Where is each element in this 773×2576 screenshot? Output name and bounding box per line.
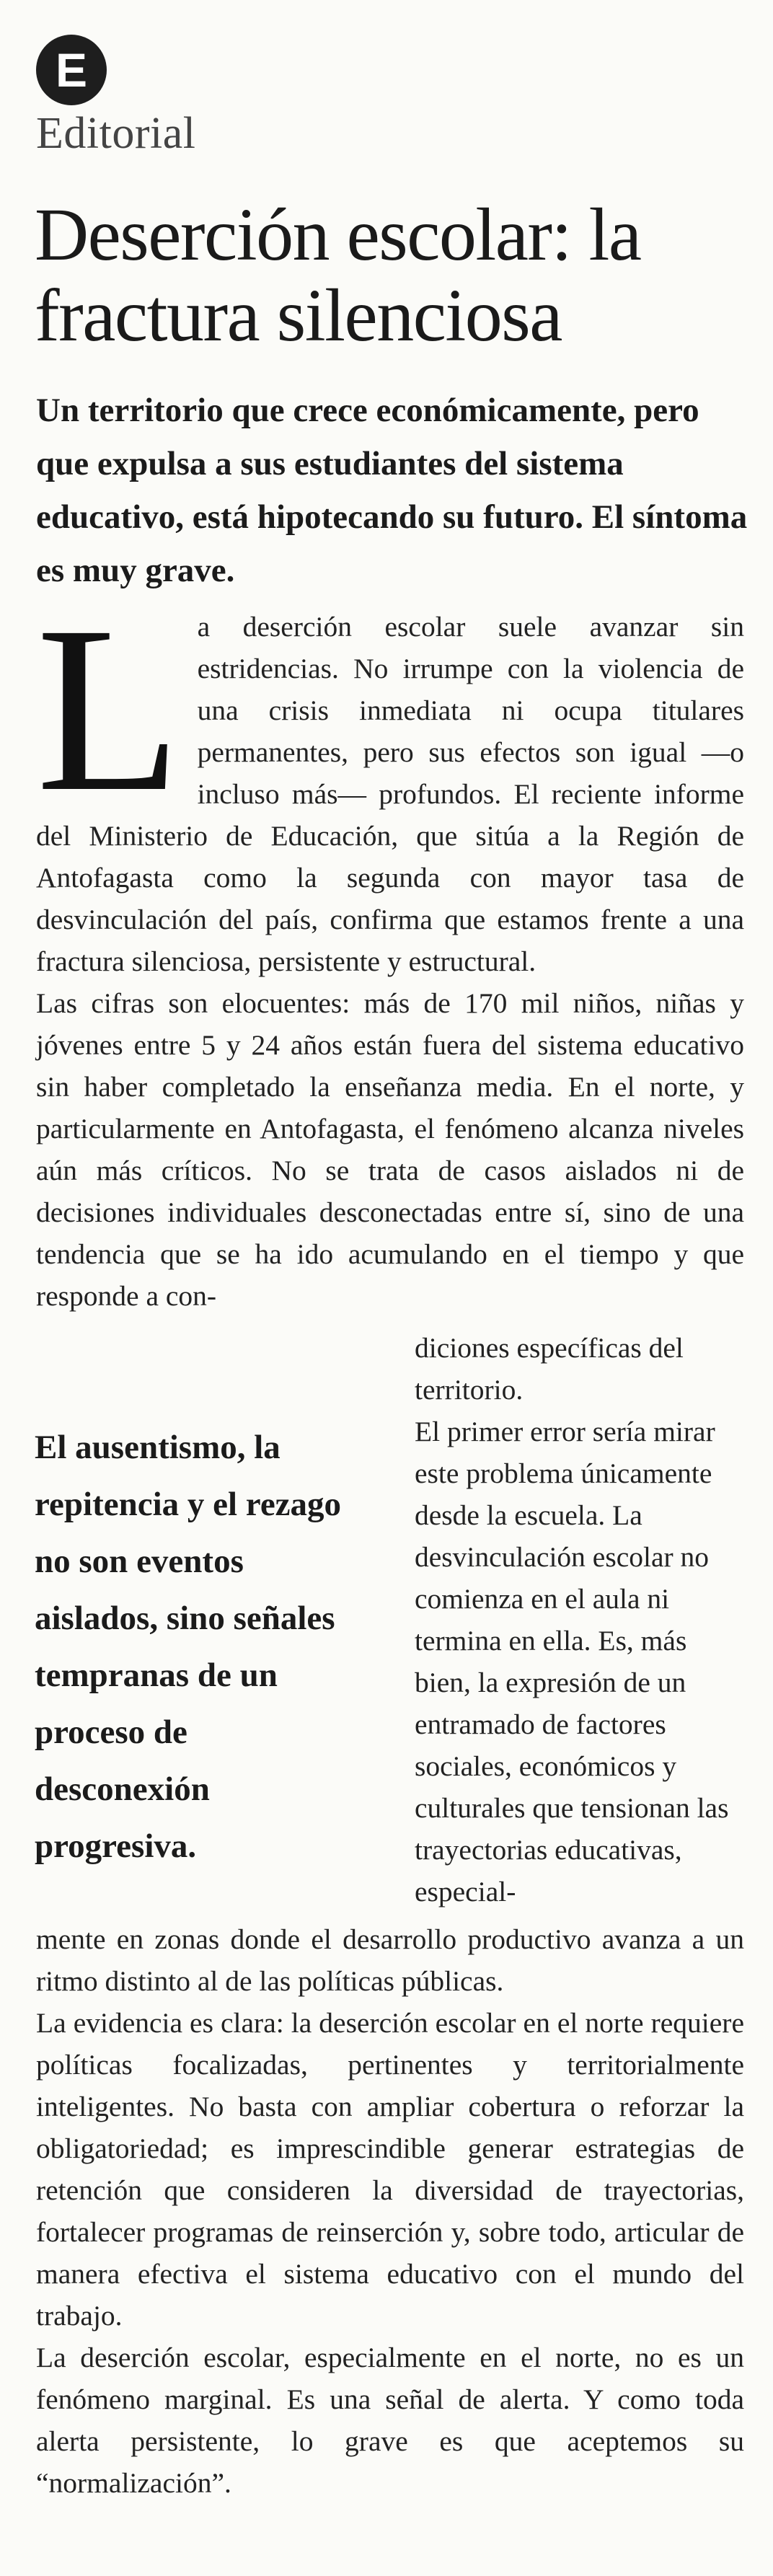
body-paragraph: El primer error sería mirar este problema únicamente desde la escuela. La desvinculación escolar no comienza en el aula ni termina en ella. Es, más bien, la expresión de un entramado de factores sociales, económicos y culturales que tensionan las trayectorias educativas, especial- xyxy=(415,1416,729,1907)
body-paragraph: mente en zonas donde el desarrollo productivo avanza a un ritmo distinto al de las políticas públicas. xyxy=(36,1923,744,1997)
pull-quote: El ausentismo, la repitencia y el rezago no son eventos aislados, sino señales tempranas de un proceso de desconexión progresiva. xyxy=(35,1429,342,1865)
article-body-bottom xyxy=(36,1918,744,2504)
body-paragraph: a deserción escolar suele avanzar sin estridencias. No irrumpe con la violencia de una crisis inmediata ni ocupa titulares permanentes, pero sus efectos son igual —o incluso más— profundos. El reciente informe del Ministerio de Educación, que sitúa a la Región de Antofagasta como la segunda con mayor tasa de desvinculación del país, confirma que estamos frente a una fractura silenciosa, persistente y estructural. xyxy=(36,611,744,977)
article-body-column xyxy=(415,1327,743,1913)
headline: Deserción escolar: la fractura silenciosa xyxy=(35,193,641,357)
section-badge-icon: E xyxy=(36,35,107,105)
body-paragraph: La evidencia es clara: la deserción escolar en el norte requiere políticas focalizadas, pertinentes y territorialmente inteligentes. No basta con ampliar cobertura o reforzar la obligatoriedad; es imprescindible generar estrategias de retención que consideren la diversidad de trayectorias, fortalecer programas de reinserción y, sobre todo, articular de manera efectiva el sistema educativo con el mundo del trabajo. xyxy=(36,2007,744,2332)
body-paragraph: diciones específicas del territorio. xyxy=(415,1332,684,1406)
section-label: Editorial xyxy=(36,109,196,158)
lead-paragraph: Un territorio que crece económicamente, pero que expulsa a sus estudiantes del sistema educativo, está hipotecando su futuro. El síntoma es muy grave. xyxy=(36,392,748,589)
article-body-top xyxy=(36,578,744,1317)
drop-cap: L xyxy=(36,578,182,841)
body-paragraph: La deserción escolar, especialmente en el norte, no es un fenómeno marginal. Es una señal de alerta. Y como toda alerta persistente, lo grave es que aceptemos su “normalización”. xyxy=(36,2342,744,2499)
body-paragraph: Las cifras son elocuentes: más de 170 mil niños, niñas y jóvenes entre 5 y 24 años están fuera del sistema educativo sin haber completado la enseñanza media. En el norte, y particularmente en Antofagasta, el fenómeno alcanza niveles aún más críticos. No se trata de casos aislados ni de decisiones individuales desconectadas entre sí, sino de una tendencia que se ha ido acumulando en el tiempo y que responde a con- xyxy=(36,987,744,1312)
